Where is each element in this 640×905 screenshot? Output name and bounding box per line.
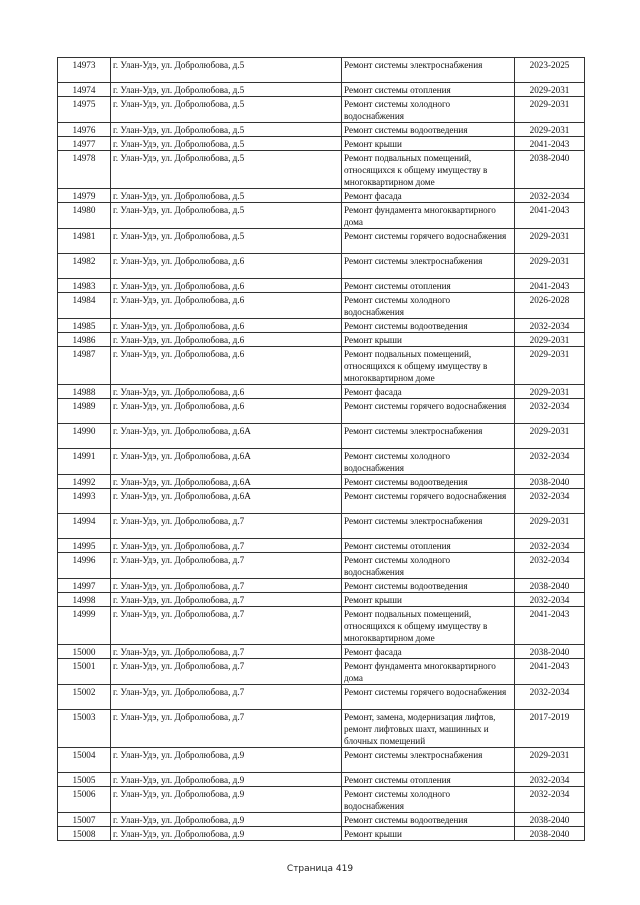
address-cell: г. Улан-Удэ, ул. Добролюбова, д.6 xyxy=(111,333,342,347)
table-row xyxy=(58,475,585,489)
table-row xyxy=(58,123,585,137)
table-row xyxy=(58,710,585,748)
address-cell: г. Улан-Удэ, ул. Добролюбова, д.7 xyxy=(111,553,342,579)
period-cell: 2038-2040 xyxy=(515,151,585,189)
address-cell: г. Улан-Удэ, ул. Добролюбова, д.5 xyxy=(111,83,342,97)
record-id-cell: 14980 xyxy=(58,203,111,229)
period-cell: 2032-2034 xyxy=(515,593,585,607)
address-cell: г. Улан-Удэ, ул. Добролюбова, д.5 xyxy=(111,203,342,229)
record-id-cell: 14975 xyxy=(58,97,111,123)
record-id-cell: 14992 xyxy=(58,475,111,489)
work-type-cell: Ремонт системы отопления xyxy=(342,773,515,787)
address-cell: г. Улан-Удэ, ул. Добролюбова, д.9 xyxy=(111,787,342,813)
period-cell: 2032-2034 xyxy=(515,319,585,333)
period-cell: 2029-2031 xyxy=(515,83,585,97)
table-row xyxy=(58,553,585,579)
period-cell: 2026-2028 xyxy=(515,293,585,319)
work-type-cell: Ремонт подвальных помещений, относящихся к общему имуществу в многоквартирном доме xyxy=(342,607,515,645)
period-cell: 2041-2043 xyxy=(515,203,585,229)
period-cell: 2032-2034 xyxy=(515,553,585,579)
work-type-cell: Ремонт системы электроснабжения xyxy=(342,424,515,449)
table-row xyxy=(58,514,585,539)
table-body xyxy=(58,58,585,841)
record-id-cell: 14978 xyxy=(58,151,111,189)
period-cell: 2032-2034 xyxy=(515,449,585,475)
period-cell: 2032-2034 xyxy=(515,189,585,203)
address-cell: г. Улан-Удэ, ул. Добролюбова, д.7 xyxy=(111,645,342,659)
table-row xyxy=(58,229,585,254)
table-row xyxy=(58,748,585,773)
period-cell: 2038-2040 xyxy=(515,827,585,841)
work-type-cell: Ремонт системы электроснабжения xyxy=(342,58,515,83)
address-cell: г. Улан-Удэ, ул. Добролюбова, д.6А xyxy=(111,475,342,489)
record-id-cell: 14973 xyxy=(58,58,111,83)
address-cell: г. Улан-Удэ, ул. Добролюбова, д.5 xyxy=(111,97,342,123)
work-type-cell: Ремонт системы электроснабжения xyxy=(342,748,515,773)
address-cell: г. Улан-Удэ, ул. Добролюбова, д.9 xyxy=(111,813,342,827)
period-cell: 2029-2031 xyxy=(515,254,585,279)
address-cell: г. Улан-Удэ, ул. Добролюбова, д.6А xyxy=(111,449,342,475)
address-cell: г. Улан-Удэ, ул. Добролюбова, д.5 xyxy=(111,58,342,83)
period-cell: 2032-2034 xyxy=(515,773,585,787)
address-cell: г. Улан-Удэ, ул. Добролюбова, д.7 xyxy=(111,539,342,553)
address-cell: г. Улан-Удэ, ул. Добролюбова, д.6 xyxy=(111,319,342,333)
table-row xyxy=(58,399,585,424)
work-type-cell: Ремонт крыши xyxy=(342,137,515,151)
table-row xyxy=(58,449,585,475)
work-type-cell: Ремонт системы водоотведения xyxy=(342,813,515,827)
record-id-cell: 14983 xyxy=(58,279,111,293)
address-cell: г. Улан-Удэ, ул. Добролюбова, д.5 xyxy=(111,137,342,151)
record-id-cell: 14974 xyxy=(58,83,111,97)
record-id-cell: 15008 xyxy=(58,827,111,841)
table-row xyxy=(58,203,585,229)
address-cell: г. Улан-Удэ, ул. Добролюбова, д.7 xyxy=(111,659,342,685)
table-row xyxy=(58,593,585,607)
work-type-cell: Ремонт системы холодного водоснабжения xyxy=(342,787,515,813)
address-cell: г. Улан-Удэ, ул. Добролюбова, д.6 xyxy=(111,347,342,385)
work-type-cell: Ремонт системы горячего водоснабжения xyxy=(342,489,515,514)
period-cell: 2023-2025 xyxy=(515,58,585,83)
period-cell: 2041-2043 xyxy=(515,279,585,293)
record-id-cell: 14979 xyxy=(58,189,111,203)
period-cell: 2032-2034 xyxy=(515,489,585,514)
page-number: Страница 419 xyxy=(286,864,354,874)
period-cell: 2029-2031 xyxy=(515,333,585,347)
table-row xyxy=(58,151,585,189)
period-cell: 2041-2043 xyxy=(515,659,585,685)
table-row xyxy=(58,293,585,319)
record-id-cell: 14997 xyxy=(58,579,111,593)
record-id-cell: 14996 xyxy=(58,553,111,579)
period-cell: 2029-2031 xyxy=(515,347,585,385)
period-cell: 2032-2034 xyxy=(515,787,585,813)
work-type-cell: Ремонт фундамента многоквартирного дома xyxy=(342,659,515,685)
work-type-cell: Ремонт фасада xyxy=(342,189,515,203)
work-type-cell: Ремонт системы водоотведения xyxy=(342,475,515,489)
table-row xyxy=(58,424,585,449)
table-row xyxy=(58,137,585,151)
period-cell: 2029-2031 xyxy=(515,514,585,539)
record-id-cell: 15005 xyxy=(58,773,111,787)
work-type-cell: Ремонт системы горячего водоснабжения xyxy=(342,229,515,254)
period-cell: 2041-2043 xyxy=(515,607,585,645)
table-row xyxy=(58,827,585,841)
record-id-cell: 14989 xyxy=(58,399,111,424)
period-cell: 2032-2034 xyxy=(515,399,585,424)
period-cell: 2017-2019 xyxy=(515,710,585,748)
work-type-cell: Ремонт системы водоотведения xyxy=(342,123,515,137)
table-row xyxy=(58,189,585,203)
address-cell: г. Улан-Удэ, ул. Добролюбова, д.6 xyxy=(111,254,342,279)
address-cell: г. Улан-Удэ, ул. Добролюбова, д.6 xyxy=(111,385,342,399)
record-id-cell: 15001 xyxy=(58,659,111,685)
record-id-cell: 14987 xyxy=(58,347,111,385)
period-cell: 2038-2040 xyxy=(515,579,585,593)
work-type-cell: Ремонт фасада xyxy=(342,385,515,399)
record-id-cell: 14981 xyxy=(58,229,111,254)
record-id-cell: 15007 xyxy=(58,813,111,827)
record-id-cell: 14999 xyxy=(58,607,111,645)
period-cell: 2029-2031 xyxy=(515,229,585,254)
work-type-cell: Ремонт системы водоотведения xyxy=(342,319,515,333)
work-type-cell: Ремонт крыши xyxy=(342,333,515,347)
record-id-cell: 14994 xyxy=(58,514,111,539)
period-cell: 2038-2040 xyxy=(515,645,585,659)
address-cell: г. Улан-Удэ, ул. Добролюбова, д.7 xyxy=(111,579,342,593)
table-row xyxy=(58,659,585,685)
address-cell: г. Улан-Удэ, ул. Добролюбова, д.9 xyxy=(111,773,342,787)
work-type-cell: Ремонт системы холодного водоснабжения xyxy=(342,293,515,319)
work-type-cell: Ремонт подвальных помещений, относящихся к общему имуществу в многоквартирном доме xyxy=(342,347,515,385)
period-cell: 2029-2031 xyxy=(515,748,585,773)
record-id-cell: 14993 xyxy=(58,489,111,514)
record-id-cell: 15002 xyxy=(58,685,111,710)
record-id-cell: 14984 xyxy=(58,293,111,319)
table-row xyxy=(58,539,585,553)
work-type-cell: Ремонт подвальных помещений, относящихся к общему имуществу в многоквартирном доме xyxy=(342,151,515,189)
address-cell: г. Улан-Удэ, ул. Добролюбова, д.9 xyxy=(111,827,342,841)
record-id-cell: 15000 xyxy=(58,645,111,659)
record-id-cell: 14998 xyxy=(58,593,111,607)
address-cell: г. Улан-Удэ, ул. Добролюбова, д.7 xyxy=(111,514,342,539)
table-row xyxy=(58,319,585,333)
work-type-cell: Ремонт фасада xyxy=(342,645,515,659)
record-id-cell: 15006 xyxy=(58,787,111,813)
record-id-cell: 14991 xyxy=(58,449,111,475)
address-cell: г. Улан-Удэ, ул. Добролюбова, д.9 xyxy=(111,748,342,773)
address-cell: г. Улан-Удэ, ул. Добролюбова, д.7 xyxy=(111,607,342,645)
table-row xyxy=(58,254,585,279)
work-type-cell: Ремонт системы холодного водоснабжения xyxy=(342,97,515,123)
table-row xyxy=(58,279,585,293)
record-id-cell: 14977 xyxy=(58,137,111,151)
record-id-cell: 14995 xyxy=(58,539,111,553)
table-row xyxy=(58,489,585,514)
table-row xyxy=(58,579,585,593)
table-row xyxy=(58,813,585,827)
record-id-cell: 14985 xyxy=(58,319,111,333)
period-cell: 2038-2040 xyxy=(515,813,585,827)
address-cell: г. Улан-Удэ, ул. Добролюбова, д.7 xyxy=(111,710,342,748)
period-cell: 2029-2031 xyxy=(515,123,585,137)
table-row xyxy=(58,385,585,399)
table-row xyxy=(58,97,585,123)
work-type-cell: Ремонт системы холодного водоснабжения xyxy=(342,449,515,475)
address-cell: г. Улан-Удэ, ул. Добролюбова, д.6А xyxy=(111,424,342,449)
record-id-cell: 14976 xyxy=(58,123,111,137)
period-cell: 2032-2034 xyxy=(515,539,585,553)
address-cell: г. Улан-Удэ, ул. Добролюбова, д.6 xyxy=(111,293,342,319)
work-type-cell: Ремонт системы горячего водоснабжения xyxy=(342,399,515,424)
address-cell: г. Улан-Удэ, ул. Добролюбова, д.5 xyxy=(111,123,342,137)
record-id-cell: 15003 xyxy=(58,710,111,748)
address-cell: г. Улан-Удэ, ул. Добролюбова, д.6А xyxy=(111,489,342,514)
work-type-cell: Ремонт системы отопления xyxy=(342,83,515,97)
work-type-cell: Ремонт системы отопления xyxy=(342,539,515,553)
record-id-cell: 14988 xyxy=(58,385,111,399)
table-row xyxy=(58,607,585,645)
period-cell: 2029-2031 xyxy=(515,97,585,123)
table-row xyxy=(58,645,585,659)
work-type-cell: Ремонт системы горячего водоснабжения xyxy=(342,685,515,710)
address-cell: г. Улан-Удэ, ул. Добролюбова, д.5 xyxy=(111,229,342,254)
work-type-cell: Ремонт системы электроснабжения xyxy=(342,514,515,539)
record-id-cell: 15004 xyxy=(58,748,111,773)
address-cell: г. Улан-Удэ, ул. Добролюбова, д.6 xyxy=(111,399,342,424)
work-type-cell: Ремонт фундамента многоквартирного дома xyxy=(342,203,515,229)
address-cell: г. Улан-Удэ, ул. Добролюбова, д.6 xyxy=(111,279,342,293)
table-row xyxy=(58,83,585,97)
period-cell: 2029-2031 xyxy=(515,424,585,449)
table-row xyxy=(58,787,585,813)
work-type-cell: Ремонт крыши xyxy=(342,827,515,841)
period-cell: 2029-2031 xyxy=(515,385,585,399)
period-cell: 2038-2040 xyxy=(515,475,585,489)
record-id-cell: 14986 xyxy=(58,333,111,347)
period-cell: 2032-2034 xyxy=(515,685,585,710)
record-id-cell: 14982 xyxy=(58,254,111,279)
address-cell: г. Улан-Удэ, ул. Добролюбова, д.7 xyxy=(111,593,342,607)
table-row xyxy=(58,58,585,83)
table-row xyxy=(58,333,585,347)
address-cell: г. Улан-Удэ, ул. Добролюбова, д.5 xyxy=(111,151,342,189)
period-cell: 2041-2043 xyxy=(515,137,585,151)
record-id-cell: 14990 xyxy=(58,424,111,449)
work-type-cell: Ремонт, замена, модернизация лифтов, ремонт лифтовых шахт, машинных и блочных помещений xyxy=(342,710,515,748)
work-type-cell: Ремонт системы электроснабжения xyxy=(342,254,515,279)
table-row xyxy=(58,685,585,710)
address-cell: г. Улан-Удэ, ул. Добролюбова, д.5 xyxy=(111,189,342,203)
capital-repair-table xyxy=(57,57,585,841)
table-row xyxy=(58,773,585,787)
work-type-cell: Ремонт системы холодного водоснабжения xyxy=(342,553,515,579)
work-type-cell: Ремонт крыши xyxy=(342,593,515,607)
table-row xyxy=(58,347,585,385)
work-type-cell: Ремонт системы водоотведения xyxy=(342,579,515,593)
work-type-cell: Ремонт системы отопления xyxy=(342,279,515,293)
address-cell: г. Улан-Удэ, ул. Добролюбова, д.7 xyxy=(111,685,342,710)
